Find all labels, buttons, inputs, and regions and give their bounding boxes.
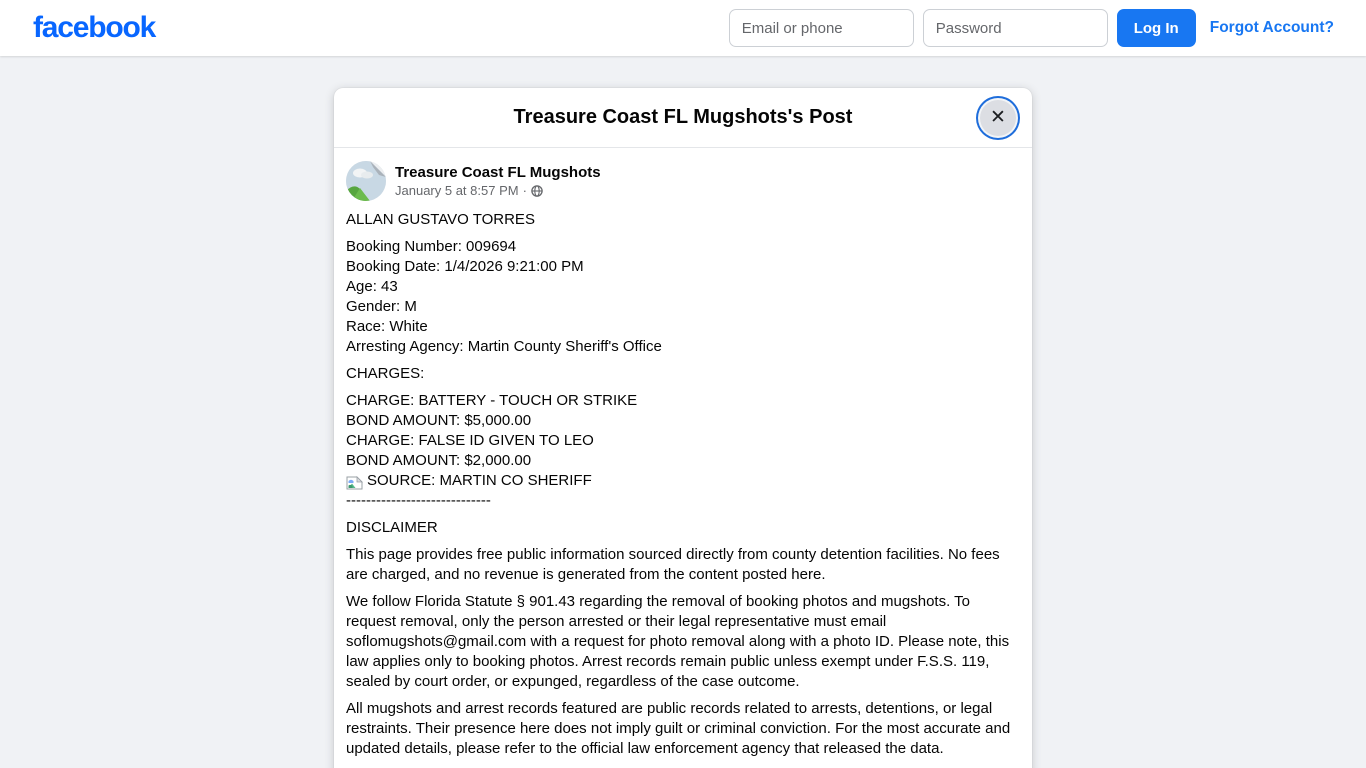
close-button[interactable] <box>980 100 1016 136</box>
timestamp-text[interactable]: January 5 at 8:57 PM <box>395 183 519 198</box>
charges-header: CHARGES: <box>346 365 425 382</box>
disclaimer-paragraph: This page provides free public information sourced directly from county detention facilities. No fees are charged, and no revenue is generated from the content posted here. <box>346 546 1000 583</box>
dash-divider: ----------------------------- <box>346 492 491 509</box>
disclaimer-paragraph: We follow Florida Statute § 901.43 regarding the removal of booking photos and mugshots. To request removal, only the person arrested or their legal representative must email soflomugshots@gmail.com with a request for photo removal along with a photo ID. Please note, this law applies only to booking photos. Arrest records remain public unless exempt under F.S.S. 119, sealed by court order, or expunged, regardless of the case outcome. <box>346 593 1010 690</box>
top-navigation-bar <box>0 0 1366 56</box>
charges-block <box>346 391 1012 511</box>
forgot-account-link[interactable]: Forgot Account? <box>1209 19 1334 36</box>
booking-line: Arresting Agency: Martin County Sheriff's Office <box>346 338 662 355</box>
subject-name-line: ALLAN GUSTAVO TORRES <box>346 211 535 228</box>
disclaimer-paragraph: All mugshots and arrest records featured are public records related to arrests, detentions, or legal restraints. Their presence here does not imply guilt or criminal conviction. For the most accurate and updated details, please refer to the official law enforcement agency that released the data. <box>346 700 1011 757</box>
email-input[interactable] <box>729 9 914 47</box>
charge-line: BOND AMOUNT: $5,000.00 <box>346 412 532 429</box>
timestamp-separator: · <box>522 183 527 198</box>
booking-line: Age: 43 <box>346 278 398 295</box>
booking-line: Race: White <box>346 318 428 335</box>
login-form <box>729 9 1334 47</box>
login-button[interactable]: Log In <box>1117 9 1196 47</box>
booking-info-block <box>346 237 1012 357</box>
public-globe-icon <box>531 185 543 197</box>
post-header <box>346 161 1012 201</box>
post-body <box>346 210 1012 759</box>
broken-image-avatar-icon <box>346 161 386 201</box>
broken-image-icon <box>346 476 363 490</box>
post-meta <box>395 163 601 199</box>
close-icon: ✕ <box>990 106 1006 128</box>
booking-line: Booking Date: 1/4/2026 9:21:00 PM <box>346 258 584 275</box>
facebook-logo[interactable]: facebook <box>33 11 156 44</box>
post-timestamp <box>395 182 601 199</box>
post-author-name[interactable]: Treasure Coast FL Mugshots <box>395 164 601 181</box>
password-input[interactable] <box>923 9 1108 47</box>
booking-line: Booking Number: 009694 <box>346 238 517 255</box>
post-modal-header <box>334 88 1032 148</box>
charge-line: BOND AMOUNT: $2,000.00 <box>346 452 532 469</box>
post <box>334 148 1032 768</box>
source-text: SOURCE: MARTIN CO SHERIFF <box>367 472 592 489</box>
avatar[interactable] <box>346 161 386 201</box>
post-modal <box>334 88 1032 768</box>
booking-line: Gender: M <box>346 298 417 315</box>
modal-title: Treasure Coast FL Mugshots's Post <box>513 106 853 128</box>
charge-line: CHARGE: BATTERY - TOUCH OR STRIKE <box>346 392 638 409</box>
disclaimer-header: DISCLAIMER <box>346 519 438 536</box>
source-line <box>346 471 1012 491</box>
charge-line: CHARGE: FALSE ID GIVEN TO LEO <box>346 432 594 449</box>
